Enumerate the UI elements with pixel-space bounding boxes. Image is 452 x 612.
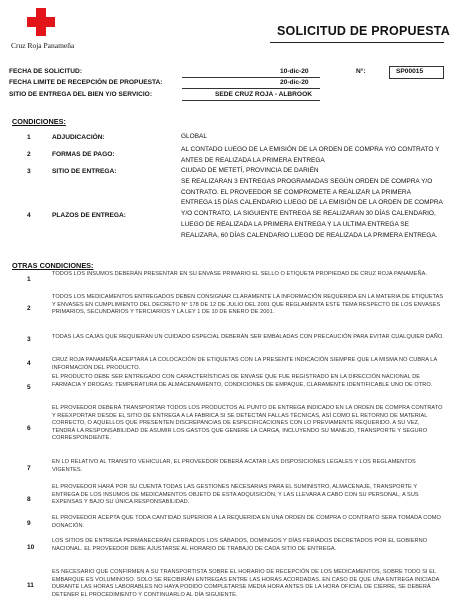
oc-number: 8 <box>27 496 31 503</box>
cond-value: CIUDAD DE METETÍ, PROVINCIA DE DARIÉN <box>181 167 319 174</box>
oc-text: TODOS LOS INSUMOS DEBERÁN PRESENTAR EN SU ENVASE PRIMARIO EL SELLO O ETIQUETA PROPIEDAD DE CRUZ ROJA PANAMEÑA. <box>52 271 427 277</box>
oc-text: TODOS LOS MEDICAMENTOS ENTREGADOS DEBEN CONSIGNAR CLARAMENTE LA INFORMACIÓN REQUERIDA EN LA MATERIA DE ETIQUETAS Y ENVASES EN CUMPLIMIENTO DEL DECRETO N° 178 DE 12 DE JULIO DEL 2001 QUE REGLAMENTA ESTE TEMA RESPECTO DE LOS ENVASES PRIMARIOS, SECUNDARIOS Y TERCIARIOS Y LA LEY 1 DE 10 DE ENERO DE 2001. <box>52 294 444 316</box>
sitio-entrega-value: SEDE CRUZ ROJA - ALBROOK <box>215 91 312 98</box>
oc-text: EL PROVEEDOR DEBERÁ TRANSPORTAR TODOS LOS PRODUCTOS AL PUNTO DE ENTREGA INDICADO EN LA ORDEN DE COMPRA CONTRATO Y REEXPORTAR DESDE EL SITIO DE ENTREGA A LA FABRICA SI SE DETECTAN FALLAS TÉCNICAS, ASÍ COMO EL RETORNO DE MATERIAL CORRECTO, O AQUELLOS QUE PRESENTEN DISCREPANCIAS DE ESPECIFICACIONES CON LO PREVIAMENTE REQUERIDO. A SU VEZ, TENDRÁ LA RESPONSABILIDAD DE ASUMIR LOS GASTOS QUE GENERE LA CARGA, INCLUYENDO SU MANEJO, TRANSPORTE Y SEGURO CORRESPONDIENTE. <box>52 405 443 442</box>
oc-number: 11 <box>27 582 34 589</box>
fecha-limite-line <box>182 88 320 89</box>
fecha-solicitud-label: FECHA DE SOLICITUD: <box>9 68 83 75</box>
numero-label: N°: <box>356 68 366 75</box>
cond-number: 2 <box>27 151 31 158</box>
sitio-entrega-line <box>182 100 320 101</box>
oc-text: LOS SITIOS DE ENTREGA PERMANECERÁN CERRADOS LOS SÁBADOS, DOMINGOS Y DÍAS FERIADOS DECRETADOS POR EL GOBIERNO NACIONAL. EL PROVEEDOR DEBE AJUSTARSE AL HORARIO DE TRABAJO DE CADA SITIO DE ENTREGA. <box>52 538 428 552</box>
cond-label: PLAZOS DE ENTREGA: <box>52 212 126 219</box>
cond-number: 4 <box>27 212 31 219</box>
oc-text: EL PROVEEDOR HARÁ POR SU CUENTA TODAS LAS GESTIONES NECESARIAS PARA EL SUMINISTRO, ALMACENAJE, TRANSPORTE Y ENTREGA DE LOS INSUMOS DE MEDICAMENTOS OBJETO DE ESTA ADQUISICIÓN, Y LAS LLEVARA A CABO CON SU PERSONAL, A SUS EXPENSAS Y BAJO SU ÚNICA RESPONSABILIDAD. <box>52 484 419 506</box>
red-cross-logo-icon <box>27 8 55 36</box>
oc-text: EN LO RELATIVO AL TRANSITO VEHICULAR, EL PROVEEDOR DEBERÁ ACATAR LAS DISPOSICIONES LEGALES Y LOS REGLAMENTOS VIGENTES. <box>52 459 416 473</box>
fecha-solicitud-value: 10-dic-20 <box>280 68 309 75</box>
cond-value: AL CONTADO LUEGO DE LA EMISIÓN DE LA ORDEN DE COMPRA Y/O CONTRATO Y ANTES DE REALIZADA LA PRIMERA ENTREGA <box>181 146 440 164</box>
oc-number: 7 <box>27 465 31 472</box>
fecha-limite-value: 20-dic-20 <box>280 79 309 86</box>
otras-condiciones-title: OTRAS CONDICIONES: <box>12 261 94 270</box>
fecha-limite-label: FECHA LIMITE DE RECEPCIÓN DE PROPUESTA: <box>9 79 163 86</box>
cond-number: 3 <box>27 168 31 175</box>
condiciones-title: CONDICIONES: <box>12 117 66 126</box>
document-title: SOLICITUD DE PROPUESTA <box>277 24 450 38</box>
oc-text: EL PRODUCTO DEBE SER ENTREGADO CON CARACTERÍSTICAS DE ENVASE QUE FUE REGISTRADO EN LA DIRECCIÓN NACIONAL DE FARMACIA Y DROGAS: TEMPERATURA DE ALMACENAMIENTO, CONDICIONES DE EMPAQUE, CLARAMENTE IDENTIFICABLE UNO DE OTRO. <box>52 374 433 388</box>
title-underline <box>270 42 444 43</box>
oc-text: CRUZ ROJA PANAMEÑA ACEPTARA LA COLOCACIÓN DE ETIQUETAS CON LA PRESENTE INDICACIÓN SIEMPRE QUE LA MISMA NO CUBRA LA INFORMACIÓN DEL PRODUCTO. <box>52 357 437 371</box>
cond-label: ADJUDICACIÓN: <box>52 134 105 141</box>
fecha-solicitud-line <box>182 77 320 78</box>
cond-value: GLOBAL <box>181 133 208 140</box>
oc-number: 4 <box>27 360 31 367</box>
numero-value: SP00015 <box>396 68 424 75</box>
oc-number: 3 <box>27 336 31 343</box>
cond-label: SITIO DE ENTREGA: <box>52 168 117 175</box>
oc-text: TODAS LAS CAJAS QUE REQUIERAN UN CUIDADO ESPECIAL DEBERÁN SER EMBALADAS CON PRECAUCIÓN PARA EVITAR CUALQUIER DAÑO. <box>52 334 444 340</box>
oc-number: 9 <box>27 520 31 527</box>
cond-value: SE REALIZARAN 3 ENTREGAS PROGRAMADAS SEGÚN ORDEN DE COMPRA Y/O CONTRATO. EL PROVEEDOR SE COMPROMETE A REALIZAR LA PRIMERA ENTREGA 15 DÍAS CALENDARIO LUEGO DE LA EMISIÓN DE LA ORDEN DE COMPRA Y/O CONTRATO, LA SIGUIENTE ENTREGA SE REALIZARAN 30 DÍAS CALENDARIO, LUEGO DE REALIZADA LA PRIMERA ENTREGA Y LA ULTIMA ENTREGA SE REALIZARA, 60 DÍAS CALENDARIO LUEGO DE REALIZADA LA PRIMERA ENTREGA. <box>181 178 443 239</box>
oc-number: 5 <box>27 384 31 391</box>
oc-number: 1 <box>27 276 31 283</box>
sitio-entrega-label: SITIO DE ENTREGA DEL BIEN Y/O SERVICIO: <box>9 91 153 98</box>
oc-text: ES NECESARIO QUE CONFIRMEN A SU TRANSPORTISTA SOBRE EL HORARIO DE RECEPCIÓN DE LOS MEDICAMENTOS, SOBRE TODO SI EL EMBARQUE ES VOLUMINOSO. SOLO SE RECIBIRÁN ENTREGAS ENTRE LAS HORAS ACORDADAS. EN CASO DE QUE UNA ENTREGA INICIADA DURANTE LAS HORAS LABORABLES NO HAYA PODIDO COMPLETARSE MEDIA HORA ANTES DE LA HORA OFICIAL DE CIERRE, SE DEBERÁ DETENER EL PROCEDIMIENTO Y CONTINUARLO AL DÍA SIGUIENTE. <box>52 569 440 598</box>
cond-label: FORMAS DE PAGO: <box>52 151 115 158</box>
org-name: Cruz Roja Panameña <box>11 41 75 50</box>
oc-number: 6 <box>27 425 31 432</box>
oc-number: 2 <box>27 305 31 312</box>
oc-text: EL PROVEEDOR ACEPTA QUE TODA CANTIDAD SUPERIOR A LA REQUERIDA EN UNA ORDEN DE COMPRA O CONTRATO SERA TOMADA COMO DONACIÓN. <box>52 515 441 529</box>
oc-number: 10 <box>27 544 35 551</box>
cond-number: 1 <box>27 134 31 141</box>
